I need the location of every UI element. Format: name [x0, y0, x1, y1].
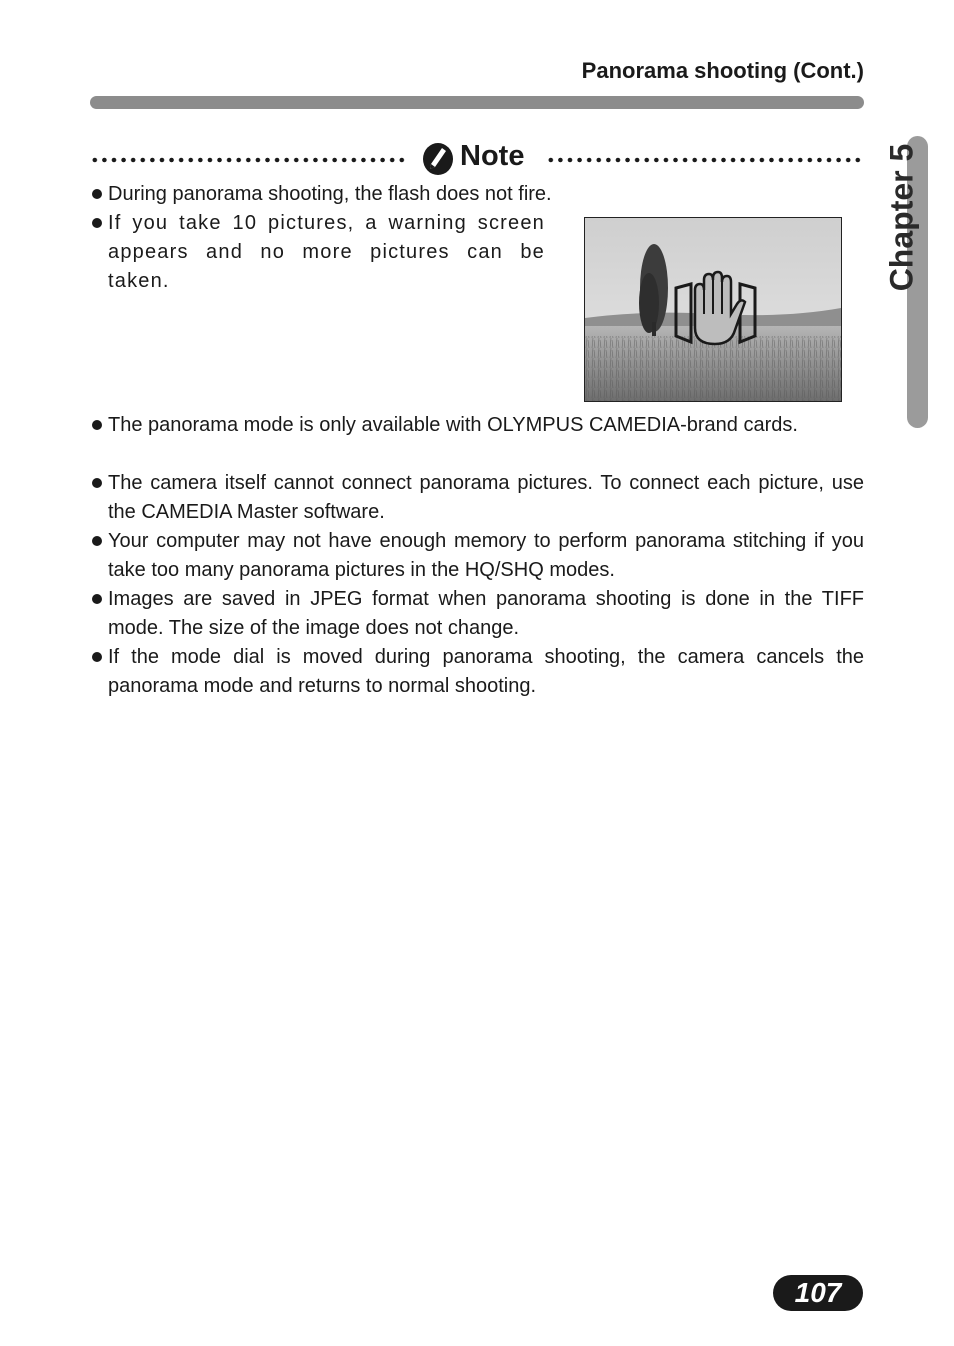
bullet-text: The panorama mode is only available with OLYMPUS CAMEDIA-brand cards. — [108, 414, 798, 436]
bullet-text: If you take 10 pictures, a warning screen appears and no more pictures can be taken. — [108, 212, 545, 292]
header-rule — [90, 96, 864, 109]
note-bullet — [90, 209, 550, 296]
page-header-title: Panorama shooting (Cont.) — [581, 58, 864, 83]
bullet-dot — [92, 420, 102, 430]
bullet-text: Your computer may not have enough memory to perform panorama stitching if you take too many panorama pictures in the HQ/SHQ modes. — [108, 530, 864, 581]
bullet-text: The camera itself cannot connect panorama pictures. To connect each picture, use the CAMEDIA Master software. — [108, 472, 864, 523]
note-pen-icon — [422, 142, 454, 176]
note-bullet — [90, 469, 864, 527]
note-bullet — [90, 180, 864, 209]
bullet-text: If the mode dial is moved during panorama shooting, the camera cancels the panorama mode and returns to normal shooting. — [108, 646, 864, 697]
page-number: 107 — [794, 1277, 842, 1308]
dotted-leader-right — [546, 157, 864, 163]
note-bullet — [90, 585, 864, 643]
bullet-text: During panorama shooting, the flash does not fire. — [108, 183, 552, 205]
note-bullet — [90, 527, 864, 585]
bullet-dot — [92, 189, 102, 199]
note-heading-row — [90, 140, 864, 178]
dotted-leader-left — [90, 157, 408, 163]
bullet-dot — [92, 536, 102, 546]
chapter-label: Chapter 5 — [883, 143, 920, 291]
note-bullet — [90, 411, 864, 469]
landscape-illustration — [585, 218, 841, 401]
chapter-label-wrapper — [876, 142, 928, 292]
bullet-text: Images are saved in JPEG format when panorama shooting is done in the TIFF mode. The size of the image does not change. — [108, 588, 864, 639]
page-number-badge — [773, 1275, 863, 1311]
bullet-dot — [92, 652, 102, 662]
bullet-dot — [92, 218, 102, 228]
bullet-dot — [92, 594, 102, 604]
bullet-dot — [92, 478, 102, 488]
panorama-warning-screen-photo — [584, 217, 842, 402]
note-heading: Note — [460, 140, 525, 172]
note-bullet — [90, 643, 864, 701]
